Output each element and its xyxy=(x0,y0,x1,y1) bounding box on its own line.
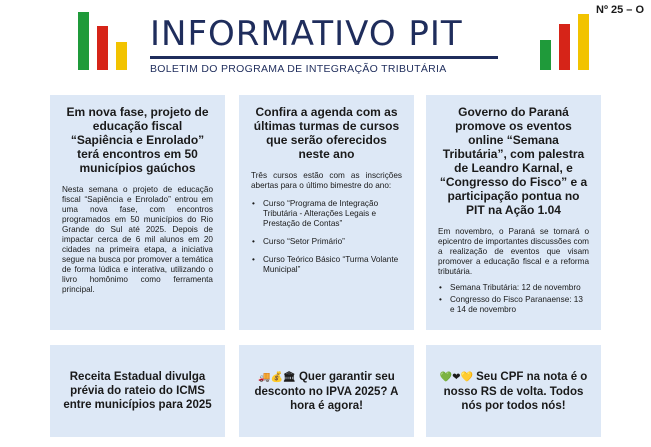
card-title xyxy=(436,370,591,413)
news-card-icms[interactable] xyxy=(50,345,225,437)
news-card-agenda[interactable] xyxy=(239,95,414,330)
logo-bar-red xyxy=(559,24,570,70)
event-list xyxy=(438,283,589,315)
list-item: • Semana Tributária: 12 de novembro xyxy=(438,283,589,293)
card-title: Receita Estadual divulga prévia do rateio do ICMS entre municípios para 2025 xyxy=(63,371,212,411)
card-body: Nesta semana o projeto de educação fiscal “Sapiência e Enrolado” entrou em uma nova fase, com encontros programados em 50 municípios do Rio Grande do Sul até 2025. Depois de impactar cerca de 6 mil alunos em 20 cidades na primeira etapa, a iniciativa segue na busca por promover a temática de forma lúdica e interativa, utilizando o livro homônimo como ferramenta principal. xyxy=(62,185,213,294)
card-title: Governo do Paraná promove os eventos online “Semana Tributária”, com palestra de Leandro Karnal, e “Congresso do Fisco” e a participação pontua no PIT na Ação 1.04 xyxy=(439,105,588,217)
logo-bars-left xyxy=(78,0,127,70)
card-title: Em nova fase, projeto de educação fiscal “Sapiência e Enrolado” terá encontros em 50 municípios gaúchos xyxy=(66,105,209,175)
news-card-ipva[interactable] xyxy=(239,345,414,437)
card-title-text: Quer garantir seu desconto no IPVA 2025? A hora é agora! xyxy=(254,370,399,412)
list-item: • Curso “Setor Primário” xyxy=(251,237,402,247)
card-title-text: Seu CPF na nota é o nosso RS de volta. Todos nós por todos nós! xyxy=(443,370,588,412)
list-item: • Congresso do Fisco Paranaense: 13 e 14 de novembro xyxy=(438,295,589,315)
news-card-parana[interactable] xyxy=(426,95,601,330)
hearts-icon: 💚❤💛 xyxy=(439,371,473,383)
list-item: • Curso Teórico Básico “Turma Volante Municipal” xyxy=(251,255,402,275)
card-intro: Três cursos estão com as inscrições abertas para o último bimestre do ano: xyxy=(251,171,402,190)
news-card-sapiencia[interactable] xyxy=(50,95,225,330)
page-subtitle: BOLETIM DO PROGRAMA DE INTEGRAÇÃO TRIBUTÁRIA xyxy=(150,63,447,75)
news-card-cpf[interactable] xyxy=(426,345,601,437)
truck-money-bank-icon: 🚚💰🏛 xyxy=(258,371,296,383)
page-title: INFORMATIVO PIT xyxy=(150,14,463,54)
logo-bars-right xyxy=(540,0,589,70)
header xyxy=(0,0,651,86)
card-body: Em novembro, o Paraná se tornará o epicentro de importantes discussões com a realização de eventos que visam promover a educação fiscal e a reforma tributária. xyxy=(438,227,589,276)
card-title: Confira a agenda com as últimas turmas de cursos que serão oferecidos neste ano xyxy=(253,105,400,161)
list-item: • Curso “Programa de Integração Tributária - Alterações Legais e Prestação de Contas” xyxy=(251,199,402,229)
logo-bar-yellow xyxy=(578,14,589,70)
logo-bar-yellow xyxy=(116,42,127,70)
logo-bar-green xyxy=(78,12,89,70)
logo-bar-green xyxy=(540,40,551,70)
logo-bar-red xyxy=(97,26,108,70)
course-list xyxy=(251,199,402,275)
title-divider xyxy=(150,56,498,59)
card-title xyxy=(249,370,404,413)
edition-number: Nº 25 – O xyxy=(596,4,645,16)
